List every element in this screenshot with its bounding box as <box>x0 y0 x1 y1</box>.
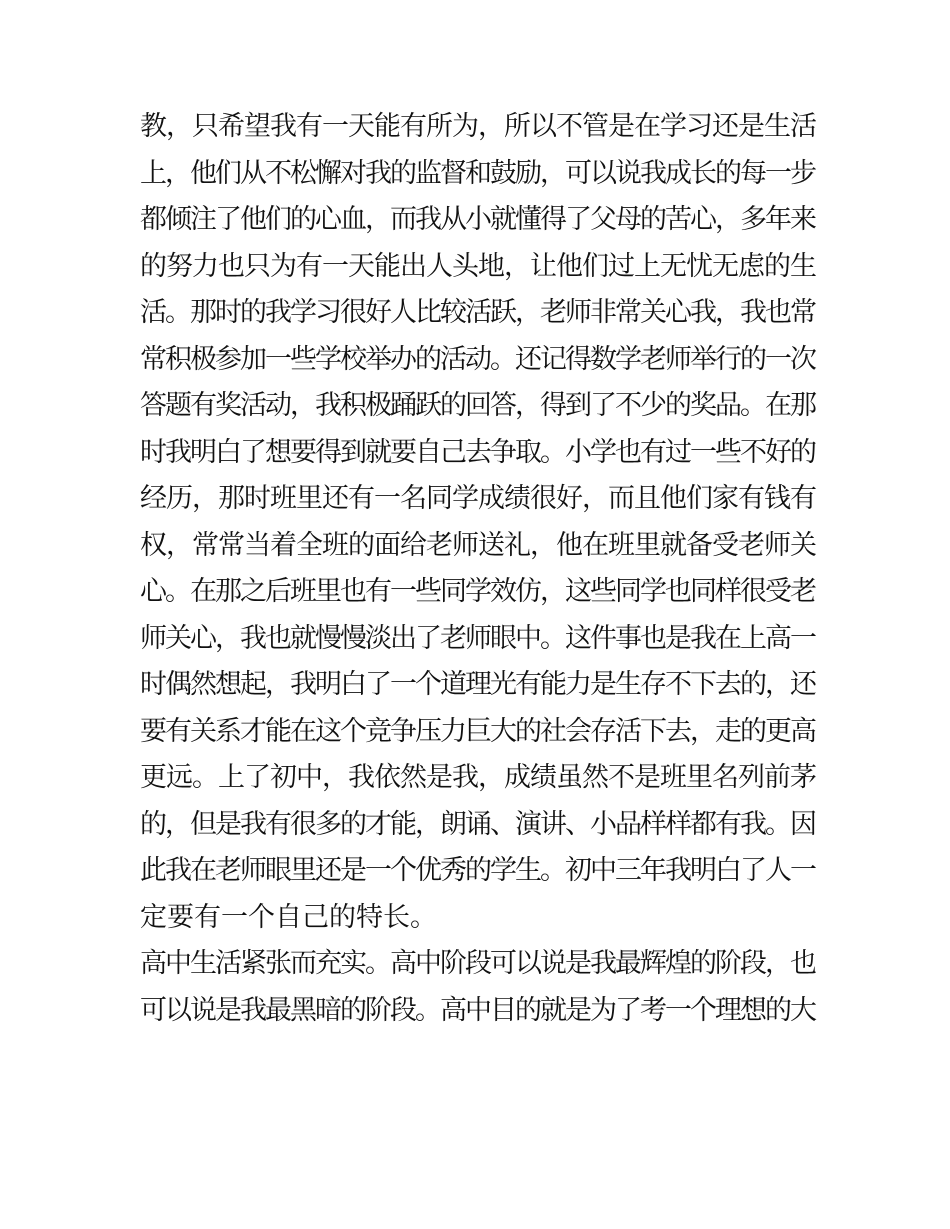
text-line: 权，常常当着全班的面给老师送礼，他在班里就备受老师关 <box>140 529 816 561</box>
text-line: 时偶然想起，我明白了一个道理光有能力是生存不下去的，还 <box>140 669 815 700</box>
text-line: 要有关系才能在这个竞争压力巨大的社会存活下去，走的更高 <box>140 715 815 747</box>
text-line: 可以说是我最黑暗的阶段。高中目的就是为了考一个理想的大 <box>140 994 815 1026</box>
text-line: 上，他们从不松懈对我的监督和鼓励，可以说我成长的每一步 <box>140 157 815 189</box>
body-text <box>140 104 820 1034</box>
text-line: 的努力也只为有一天能出人头地，让他们过上无忧无虑的生 <box>140 250 816 282</box>
text-line: 时我明白了想要得到就要自己去争取。小学也有过一些不好的 <box>140 436 815 468</box>
text-line: 经历，那时班里还有一名同学成绩很好，而且他们家有钱有 <box>140 483 816 514</box>
paragraph-1 <box>140 104 820 941</box>
text-line: 答题有奖活动，我积极踊跃的回答，得到了不少的奖品。在那 <box>140 390 815 421</box>
text-line: 教，只希望我有一天能有所为，所以不管是在学习还是生活 <box>140 111 816 142</box>
text-line: 的，但是我有很多的才能，朗诵、演讲、小品样样都有我。因 <box>140 808 815 840</box>
text-line: 都倾注了他们的心血，而我从小就懂得了父母的苦心，多年来 <box>140 204 815 235</box>
text-line: 定要有一个自己的特长。 <box>140 901 437 933</box>
paragraph-2 <box>140 941 820 1034</box>
text-line: 师关心，我也就慢慢淡出了老师眼中。这件事也是我在上高一 <box>140 622 815 654</box>
text-line: 活。那时的我学习很好人比较活跃，老师非常关心我，我也常 <box>140 297 815 328</box>
text-line: 此我在老师眼里还是一个优秀的学生。初中三年我明白了人一 <box>140 855 815 886</box>
text-line: 更远。上了初中，我依然是我，成绩虽然不是班里名列前茅 <box>140 762 816 793</box>
text-line: 高中生活紧张而充实。高中阶段可以说是我最辉煌的阶段，也 <box>140 948 815 979</box>
text-line: 常积极参加一些学校举办的活动。还记得数学老师举行的一次 <box>140 343 815 375</box>
text-line: 心。在那之后班里也有一些同学效仿，这些同学也同样很受老 <box>140 576 815 607</box>
